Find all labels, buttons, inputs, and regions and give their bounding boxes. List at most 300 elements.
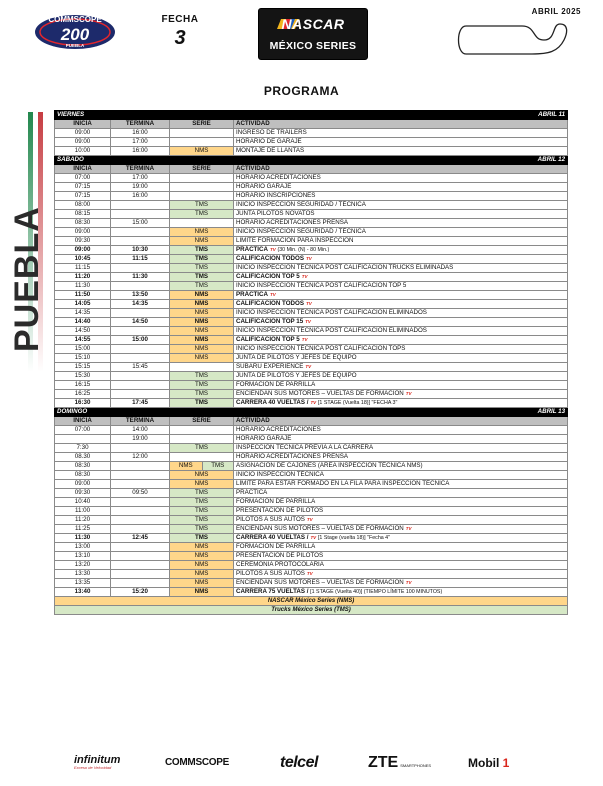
- activity-cell: [234, 381, 568, 390]
- activity-cell: [234, 273, 568, 282]
- activity-text: HORARIO ACREDITACIONES PRENSA: [236, 453, 348, 460]
- schedule-row: [55, 291, 568, 300]
- activity-text: ENCIENDAN SUS MOTORES – VUELTAS DE FORMACIÓN: [236, 390, 404, 397]
- activity-text: HORARIO INSCRIPCIONES: [236, 192, 316, 199]
- series-cell: [170, 129, 234, 138]
- day-header-row: [55, 408, 568, 417]
- day-header: [55, 111, 568, 120]
- activity-cell: [234, 219, 568, 228]
- series-cell: TMS: [170, 246, 234, 255]
- end-time-cell: 12:45: [111, 534, 170, 543]
- start-time-cell: 15:00: [55, 345, 111, 354]
- tv-broadcast-icon: TV: [405, 580, 412, 585]
- end-time-cell: 15:45: [111, 363, 170, 372]
- schedule-row: [55, 498, 568, 507]
- start-time-cell: 13:30: [55, 570, 111, 579]
- tv-broadcast-icon: TV: [305, 319, 311, 324]
- start-time-cell: 08:30: [55, 471, 111, 480]
- start-time-cell: 14:50: [55, 327, 111, 336]
- activity-cell: [234, 183, 568, 192]
- start-time-cell: 11:00: [55, 507, 111, 516]
- day-date: ABRIL 11: [538, 111, 566, 118]
- schedule-row: [55, 525, 568, 534]
- start-time-cell: 11:50: [55, 291, 111, 300]
- start-time-cell: 10:45: [55, 255, 111, 264]
- activity-cell: [234, 327, 568, 336]
- day-header: [55, 156, 568, 165]
- end-time-cell: 15:00: [111, 336, 170, 345]
- activity-text: HORARIO ACREDITACIONES: [236, 174, 321, 181]
- start-time-cell: 13:10: [55, 552, 111, 561]
- activity-cell: [234, 291, 568, 300]
- schedule-row: [55, 489, 568, 498]
- end-time-cell: [111, 345, 170, 354]
- activity-cell: [234, 210, 568, 219]
- column-header-row: [55, 120, 568, 129]
- end-time-cell: [111, 543, 170, 552]
- series-cell: NMS: [170, 291, 234, 300]
- schedule-row: [55, 507, 568, 516]
- series-cell: TMS: [170, 498, 234, 507]
- series-tag-tms: TMS: [202, 462, 234, 470]
- activity-cell: [234, 228, 568, 237]
- sponsor-zte-name: ZTE: [368, 754, 399, 771]
- activity-text: LIMITE FORMACIÓN PARA INSPECCIÓN: [236, 237, 354, 244]
- schedule-row: [55, 201, 568, 210]
- activity-cell: [234, 507, 568, 516]
- start-time-cell: 07:00: [55, 174, 111, 183]
- end-time-cell: 16:00: [111, 192, 170, 201]
- column-header-activity: ACTIVIDAD: [234, 417, 568, 426]
- activity-cell: [234, 426, 568, 435]
- column-header-end: TERMINA: [111, 417, 170, 426]
- tv-broadcast-icon: TV: [305, 301, 312, 306]
- series-cell: TMS: [170, 381, 234, 390]
- activity-cell: [234, 543, 568, 552]
- series-logo: [258, 8, 368, 60]
- page-title: PROGRAMA: [263, 84, 340, 98]
- activity-text: HORARIO ACREDITACIONES PRENSA: [236, 219, 348, 226]
- start-time-cell: 09:00: [55, 129, 111, 138]
- tv-broadcast-icon: TV: [269, 292, 276, 297]
- round-indicator: [148, 14, 212, 50]
- schedule-row: [55, 543, 568, 552]
- end-time-cell: 14:50: [111, 318, 170, 327]
- series-cell: NMS: [170, 570, 234, 579]
- end-time-cell: [111, 516, 170, 525]
- series-cell: [170, 183, 234, 192]
- activity-text: PRÁCTICA: [236, 291, 268, 298]
- end-time-cell: [111, 444, 170, 453]
- schedule-row: [55, 255, 568, 264]
- schedule-row: [55, 264, 568, 273]
- series-cell: TMS: [170, 255, 234, 264]
- series-cell: NMS: [170, 561, 234, 570]
- activity-cell: [234, 138, 568, 147]
- legend-tms: Trucks México Series (TMS): [55, 606, 568, 615]
- schedule-row: [55, 363, 568, 372]
- series-cell: NMS: [170, 588, 234, 597]
- schedule-row: [55, 534, 568, 543]
- activity-text: INICIO INSPECCIÓN TÉCNICA POST CALIFICACIÓN TOP 5: [236, 282, 407, 289]
- activity-text: INICIO INSPECCIÓN TÉCNICA POST CALIFICACIÓN TOPS: [236, 345, 406, 352]
- end-time-cell: 17:00: [111, 174, 170, 183]
- series-cell: TMS: [170, 444, 234, 453]
- series-cell: TMS: [170, 489, 234, 498]
- schedule-row: [55, 462, 568, 471]
- schedule-row: [55, 282, 568, 291]
- series-cell: [170, 426, 234, 435]
- end-time-cell: [111, 462, 170, 471]
- end-time-cell: [111, 228, 170, 237]
- start-time-cell: 07:15: [55, 192, 111, 201]
- end-time-cell: 11:15: [111, 255, 170, 264]
- schedule-row: [55, 174, 568, 183]
- activity-text: PRÁCTICA: [236, 246, 268, 253]
- activity-cell: [234, 363, 568, 372]
- tv-broadcast-icon: TV: [306, 517, 313, 522]
- schedule-row: [55, 147, 568, 156]
- series-name: MÉXICO SERIES: [269, 40, 357, 52]
- activity-cell: [234, 336, 568, 345]
- start-time-cell: 08.30: [55, 453, 111, 462]
- sponsor-telcel-logo: telcel: [280, 754, 318, 771]
- activity-text: CALIFICACIÓN TOP 5: [236, 336, 300, 343]
- schedule-row: [55, 579, 568, 588]
- column-header-series: SERIE: [170, 165, 234, 174]
- schedule-row: [55, 318, 568, 327]
- series-cell: [170, 462, 234, 471]
- schedule-row: [55, 444, 568, 453]
- start-time-cell: 14:40: [55, 318, 111, 327]
- activity-cell: [234, 309, 568, 318]
- activity-text: PILOTOS A SUS AUTOS: [236, 570, 305, 577]
- end-time-cell: [111, 561, 170, 570]
- series-cell: TMS: [170, 273, 234, 282]
- end-time-cell: [111, 579, 170, 588]
- sponsor-zte-logo: [368, 754, 431, 772]
- activity-cell: [234, 498, 568, 507]
- schedule-row: [55, 435, 568, 444]
- start-time-cell: 07:15: [55, 183, 111, 192]
- sponsor-commscope-logo: COMMSCOPE: [165, 757, 229, 768]
- activity-text: ENCIENDAN SUS MOTORES – VUELTAS DE FORMACIÓN: [236, 525, 404, 532]
- activity-cell: [234, 444, 568, 453]
- activity-text: PRÁCTICA: [236, 489, 268, 496]
- start-time-cell: 08:00: [55, 201, 111, 210]
- series-cell: NMS: [170, 471, 234, 480]
- tv-broadcast-icon: TV: [301, 337, 308, 342]
- schedule-row: [55, 399, 568, 408]
- start-time-cell: 09:30: [55, 237, 111, 246]
- activity-text: FORMACIÓN DE PARRILLA: [236, 498, 316, 505]
- end-time-cell: 11:30: [111, 273, 170, 282]
- activity-text: CALIFICACIÓN TOP 5: [236, 273, 300, 280]
- schedule-row: [55, 588, 568, 597]
- activity-cell: [234, 318, 568, 327]
- end-time-cell: 16:00: [111, 147, 170, 156]
- schedule-row: [55, 552, 568, 561]
- end-time-cell: 17:00: [111, 138, 170, 147]
- sponsor-infinitum-tagline: Exceso de Velocidad: [74, 765, 112, 770]
- activity-cell: [234, 237, 568, 246]
- end-time-cell: [111, 372, 170, 381]
- series-cell: NMS: [170, 354, 234, 363]
- start-time-cell: 09:00: [55, 138, 111, 147]
- series-cell: NMS: [170, 552, 234, 561]
- series-cell: TMS: [170, 516, 234, 525]
- activity-text: INICIO INSPECCIÓN SEGURIDAD / TÉCNICA: [236, 201, 366, 208]
- series-cell: NMS: [170, 318, 234, 327]
- end-time-cell: [111, 210, 170, 219]
- activity-text: INICIO INSPECCIÓN TÉCNICA POST CALIFICACIÓN TRUCKS ELIMINADAS: [236, 264, 454, 271]
- activity-note: [1 STAGE (Vuelta 18)] "FECHA 3": [317, 400, 398, 406]
- schedule-row: [55, 372, 568, 381]
- activity-text: FORMACIÓN DE PARRILLA: [236, 543, 316, 550]
- end-time-cell: [111, 390, 170, 399]
- activity-note: (30 Min. (N) - 80 Min.): [277, 247, 330, 253]
- sponsor-mobil-one: 1: [502, 756, 510, 770]
- schedule-row: [55, 480, 568, 489]
- end-time-cell: [111, 498, 170, 507]
- activity-text: FORMACIÓN DE PARRILLA: [236, 381, 316, 388]
- end-time-cell: 14:35: [111, 300, 170, 309]
- tv-broadcast-icon: TV: [310, 535, 317, 540]
- start-time-cell: 7:30: [55, 444, 111, 453]
- series-cell: TMS: [170, 390, 234, 399]
- activity-text: ENCIENDAN SUS MOTORES – VUELTAS DE FORMACIÓN: [236, 579, 404, 586]
- start-time-cell: 08:30: [55, 219, 111, 228]
- series-cell: [170, 435, 234, 444]
- activity-text: INICIO INSPECCIÓN TÉCNICA: [236, 471, 324, 478]
- end-time-cell: [111, 471, 170, 480]
- activity-text: PRESENTACIÓN DE PILOTOS: [236, 507, 324, 514]
- day-name: DOMINGO: [57, 408, 88, 415]
- activity-cell: [234, 129, 568, 138]
- activity-note: [1 STAGE (Vuelta 40)] (TIEMPO LÍMITE 100 MINUTOS): [310, 589, 443, 595]
- tv-broadcast-icon: TV: [269, 247, 276, 252]
- activity-text: HORARIO GARAJE: [236, 183, 292, 190]
- activity-text: INGRESO DE TRÁILERS: [236, 129, 307, 136]
- activity-cell: [234, 471, 568, 480]
- activity-text: INICIO INSPECCIÓN SEGURIDAD / TÉCNICA: [236, 228, 366, 235]
- series-cell: [170, 453, 234, 462]
- end-time-cell: [111, 201, 170, 210]
- end-time-cell: 13:50: [111, 291, 170, 300]
- activity-text: PRESENTACIÓN DE PILOTOS: [236, 552, 324, 559]
- activity-text: ASIGNACIÓN DE CAJONES (ÁREA INSPECCIÓN TÉCNICA NMS): [236, 462, 423, 469]
- start-time-cell: 10:40: [55, 498, 111, 507]
- round-number: 3: [174, 27, 186, 49]
- start-time-cell: 13:20: [55, 561, 111, 570]
- activity-text: JUNTA DE PILOTOS Y JEFES DE EQUIPO: [236, 354, 357, 361]
- start-time-cell: 16:25: [55, 390, 111, 399]
- end-time-cell: [111, 525, 170, 534]
- activity-cell: [234, 399, 568, 408]
- tv-broadcast-icon: TV: [405, 526, 412, 531]
- schedule-row: [55, 210, 568, 219]
- series-cell: NMS: [170, 327, 234, 336]
- activity-cell: [234, 516, 568, 525]
- activity-cell: [234, 579, 568, 588]
- end-time-cell: [111, 381, 170, 390]
- event-date: ABRIL 2025: [531, 7, 581, 16]
- activity-cell: [234, 201, 568, 210]
- start-time-cell: 14:35: [55, 309, 111, 318]
- series-cell: TMS: [170, 372, 234, 381]
- series-cell: TMS: [170, 534, 234, 543]
- sponsor-infinitum-name: infinitum: [74, 754, 121, 766]
- day-header-row: [55, 111, 568, 120]
- schedule-row: [55, 381, 568, 390]
- start-time-cell: 15:10: [55, 354, 111, 363]
- tv-broadcast-icon: TV: [306, 571, 313, 576]
- start-time-cell: 11:25: [55, 525, 111, 534]
- schedule-row: [55, 138, 568, 147]
- activity-text: LÍMITE PARA ESTAR FORMADO EN LA FILA PARA INSPECCIÓN TÉCNICA: [236, 480, 450, 487]
- end-time-cell: [111, 309, 170, 318]
- series-cell: [170, 219, 234, 228]
- end-time-cell: [111, 264, 170, 273]
- start-time-cell: 14:05: [55, 300, 111, 309]
- start-time-cell: 16:30: [55, 399, 111, 408]
- activity-cell: [234, 345, 568, 354]
- sponsor-mobil-name: Mobil: [468, 756, 500, 770]
- column-header-row: [55, 417, 568, 426]
- series-brand: NASCAR: [281, 16, 345, 32]
- series-cell: TMS: [170, 282, 234, 291]
- start-time-cell: 11:20: [55, 516, 111, 525]
- start-time-cell: 09:00: [55, 228, 111, 237]
- activity-cell: [234, 174, 568, 183]
- activity-cell: [234, 552, 568, 561]
- schedule-row: [55, 516, 568, 525]
- activity-cell: [234, 390, 568, 399]
- round-label: FECHA: [161, 14, 199, 25]
- schedule-row: [55, 228, 568, 237]
- activity-cell: [234, 453, 568, 462]
- schedule-row: [55, 561, 568, 570]
- activity-cell: [234, 525, 568, 534]
- series-cell: [170, 363, 234, 372]
- series-cell: TMS: [170, 507, 234, 516]
- end-time-cell: [111, 354, 170, 363]
- column-header-start: INICIA: [55, 417, 111, 426]
- schedule-row: [55, 273, 568, 282]
- activity-text: JUNTA PILOTOS NOVATOS: [236, 210, 315, 217]
- series-cell: TMS: [170, 399, 234, 408]
- event-logo: [33, 9, 117, 51]
- end-time-cell: 10:30: [111, 246, 170, 255]
- activity-cell: [234, 372, 568, 381]
- activity-text: HORARIO ACREDITACIONES: [236, 426, 321, 433]
- start-time-cell: 07:00: [55, 426, 111, 435]
- end-time-cell: [111, 507, 170, 516]
- series-cell: NMS: [170, 309, 234, 318]
- schedule-row: [55, 219, 568, 228]
- sponsor-zte-tagline: SMARTPHONES: [400, 763, 432, 768]
- activity-text: HORARIO DE GARAJE: [236, 138, 302, 145]
- series-cell: NMS: [170, 300, 234, 309]
- series-cell: [170, 174, 234, 183]
- activity-text: INICIO INSPECCIÓN TÉCNICA POST CALIFICACIÓN ELIMINADOS: [236, 327, 427, 334]
- start-time-cell: 08:30: [55, 462, 111, 471]
- column-header-series: SERIE: [170, 417, 234, 426]
- end-time-cell: [111, 570, 170, 579]
- end-time-cell: 15:20: [111, 588, 170, 597]
- activity-cell: [234, 588, 568, 597]
- start-time-cell: [55, 435, 111, 444]
- activity-text: HORARIO GARAJE: [236, 435, 292, 442]
- start-time-cell: 13:40: [55, 588, 111, 597]
- schedule-row: [55, 237, 568, 246]
- schedule-row: [55, 336, 568, 345]
- series-cell: NMS: [170, 579, 234, 588]
- sponsor-strip: [60, 754, 540, 780]
- tv-broadcast-icon: TV: [301, 274, 308, 279]
- sponsor-mobil-logo: [468, 756, 509, 770]
- activity-text: CALIFICACIÓN TODOS: [236, 300, 304, 307]
- start-time-cell: 11:30: [55, 534, 111, 543]
- column-header-row: [55, 165, 568, 174]
- event-logo-place: PUEBLA: [65, 43, 85, 48]
- activity-cell: [234, 246, 568, 255]
- sponsor-infinitum-logo: [74, 754, 120, 770]
- end-time-cell: [111, 480, 170, 489]
- series-cell: TMS: [170, 264, 234, 273]
- activity-cell: [234, 489, 568, 498]
- day-name: VIERNES: [57, 111, 85, 118]
- schedule-row: [55, 453, 568, 462]
- tv-broadcast-icon: TV: [405, 391, 412, 396]
- activity-text: SUBARU EXPERIENCE: [236, 363, 304, 370]
- series-tag-nms: NMS: [170, 462, 202, 470]
- column-header-end: TERMINA: [111, 165, 170, 174]
- column-header-start: INICIA: [55, 165, 111, 174]
- start-time-cell: 10:00: [55, 147, 111, 156]
- start-time-cell: 11:20: [55, 273, 111, 282]
- end-time-cell: [111, 327, 170, 336]
- start-time-cell: 09:30: [55, 489, 111, 498]
- start-time-cell: 11:30: [55, 282, 111, 291]
- series-cell: NMS: [170, 543, 234, 552]
- end-time-cell: [111, 552, 170, 561]
- day-header: [55, 408, 568, 417]
- series-cell: TMS: [170, 201, 234, 210]
- start-time-cell: 13:00: [55, 543, 111, 552]
- activity-note: [1 Stage (vuelta 18)] "Fecha 4": [317, 535, 391, 541]
- schedule-row: [55, 327, 568, 336]
- activity-cell: [234, 435, 568, 444]
- city-vertical-text: PUEBLA: [8, 206, 46, 352]
- activity-cell: [234, 300, 568, 309]
- start-time-cell: 13:35: [55, 579, 111, 588]
- schedule-row: [55, 309, 568, 318]
- schedule-row: [55, 192, 568, 201]
- end-time-cell: 17:45: [111, 399, 170, 408]
- series-cell: TMS: [170, 525, 234, 534]
- series-cell: [170, 192, 234, 201]
- schedule-row: [55, 129, 568, 138]
- series-cell: [170, 138, 234, 147]
- series-cell: NMS: [170, 480, 234, 489]
- series-cell: NMS: [170, 237, 234, 246]
- activity-text: CALIFICACIÓN TOP 15: [236, 318, 304, 325]
- activity-cell: [234, 255, 568, 264]
- series-cell: NMS: [170, 147, 234, 156]
- activity-cell: [234, 264, 568, 273]
- activity-text: MONTAJE DE LLANTAS: [236, 147, 305, 154]
